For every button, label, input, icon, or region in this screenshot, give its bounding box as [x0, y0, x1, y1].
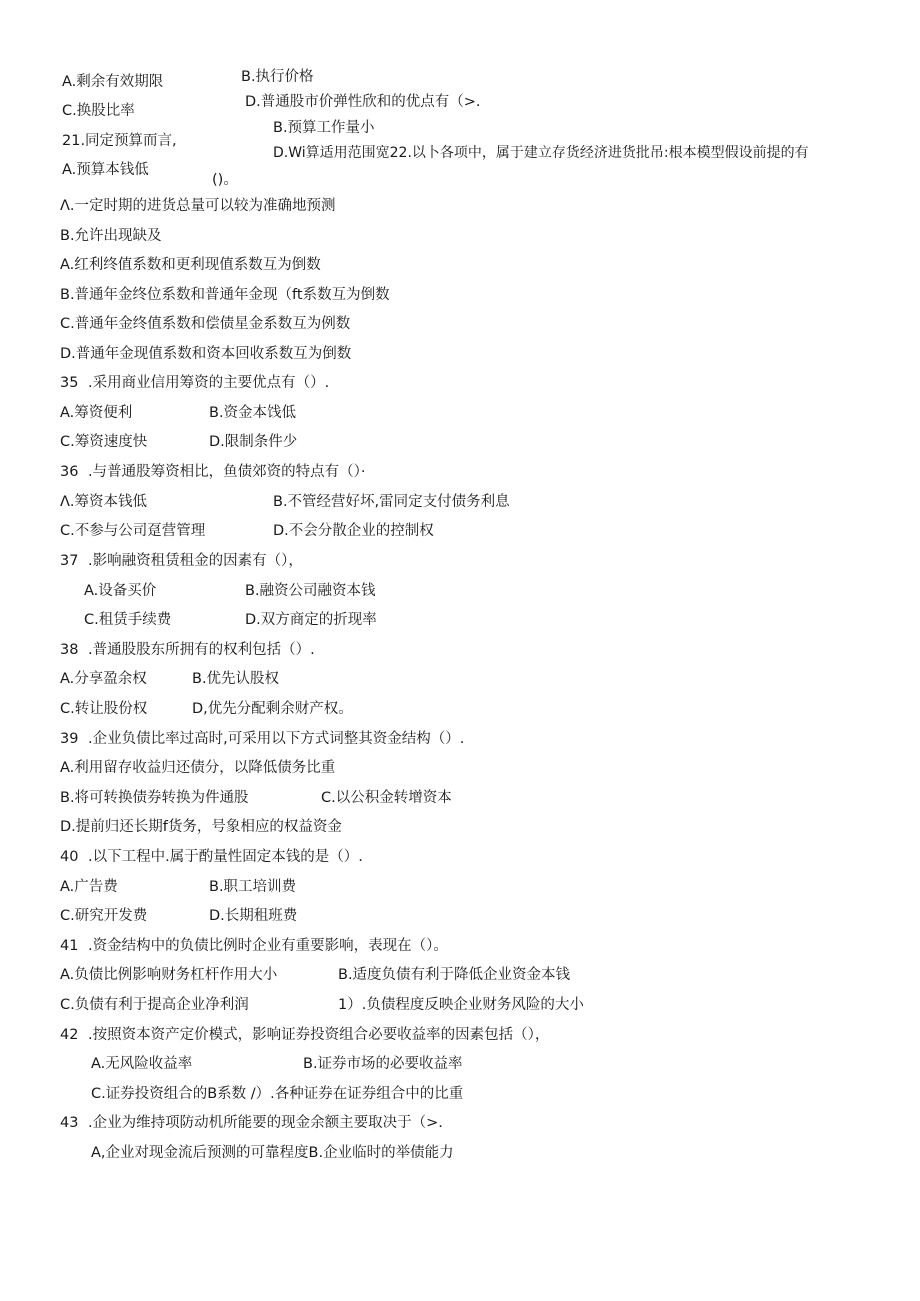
question-40-option-a: A.广告费	[60, 879, 118, 895]
question-40-number: 40	[60, 849, 79, 865]
option-a-remaining-term: A.剩余有效期限	[62, 74, 164, 90]
line-annuity-a: A.红利终值系数和更利现值系数互为倒数	[60, 257, 321, 273]
question-40-option-c: C.研究开发费	[60, 908, 148, 924]
question-37-option-c: C.租赁手续费	[84, 612, 172, 628]
question-41-option-c: C.负债有利于提高企业净利润	[60, 997, 249, 1013]
question-40-option-b: B.职工培训费	[209, 879, 297, 895]
question-35-option-c: C.筹资速度快	[60, 434, 148, 450]
question-42-option-a: A.无风险收益率	[91, 1056, 193, 1072]
question-36-option-b: B.不管经营好坏,雷同定支付债务利息	[273, 494, 510, 510]
question-39-number: 39	[60, 731, 79, 747]
question-38-option-d: D,优先分配剩余财产权。	[192, 701, 353, 717]
question-38-option-a: A.分享盈余权	[60, 671, 147, 687]
option-b-exercise-price: B.执行价格	[241, 69, 314, 85]
option-d-budget-scope-q22: D.Wi算适用范围宽22.以卜各项中，属于建立存货经济进货批吊:根本模型假设前提的有	[273, 145, 809, 161]
question-37-option-b: B.融资公司融资本钱	[245, 583, 376, 599]
question-40-option-d: D.长期租班费	[209, 908, 298, 924]
question-42-number: 42	[60, 1027, 79, 1043]
line-purchase-volume: Λ.一定时期的进货总量可以较为准确地预测	[60, 198, 336, 214]
question-42-option-cd: C.证券投资组合的B系数 /）.各种证券在证券组合中的比重	[91, 1086, 464, 1102]
question-35-option-b: B.资金本饯低	[209, 405, 297, 421]
question-39-option-c: C.以公积金转增资本	[321, 790, 452, 806]
question-37-option-a: A.设备买价	[84, 583, 157, 599]
question-36-option-a: Λ.筹资本钱低	[60, 494, 148, 510]
line-annuity-c: C.普通年金终值系数和偿债星金系数互为例数	[60, 316, 351, 332]
question-21: 21.同定预算而言,	[62, 133, 177, 149]
question-41-option-a: A.负债比例影响财务杠杆作用大小	[60, 967, 278, 983]
question-22-paren: ()。	[212, 172, 238, 188]
question-35-text: .采用商业信用筹资的主要优点有（）.	[88, 375, 330, 391]
question-41-number: 41	[60, 938, 79, 954]
question-37-text: .影响融资租赁租金的因素有（），	[88, 553, 303, 569]
question-36-option-c: C.不参与公司趸营管理	[60, 523, 206, 539]
question-41-text: .资金结构中的负债比例时企业有重要影响，表现在（）。	[88, 938, 448, 954]
option-d-stock-price: D.普通股市价弹性欣和的优点有（>.	[245, 94, 481, 110]
question-36-option-d: D.不会分散企业的控制权	[273, 523, 434, 539]
question-43-option-ab: A,企业对现金流后预测的可靠程度B.企业临时的举债能力	[91, 1145, 454, 1161]
question-38-option-b: B.优先认股权	[192, 671, 280, 687]
question-36-number: 36	[60, 464, 79, 480]
question-43-number: 43	[60, 1115, 79, 1131]
option-c-conversion-ratio: C.换股比率	[62, 103, 135, 119]
question-39-text: .企业负债比率过高时,可采用以下方式词整其资金结构（）.	[88, 731, 465, 747]
question-38-option-c: C.转让股份权	[60, 701, 148, 717]
question-36-text: .与普通股筹资相比，鱼债郊资的特点有（）·	[88, 464, 366, 480]
question-35-option-a: A.筹资便利	[60, 405, 133, 421]
question-39-option-b: B.将可转换债券转换为件通股	[60, 790, 249, 806]
option-b-budget-workload: B.预算工作量小	[273, 120, 375, 136]
question-43-text: .企业为维持项防动机所能要的现金余额主要取决于（>.	[88, 1115, 443, 1131]
question-41-option-b: B.适度负债有利于降低企业资金本钱	[338, 967, 571, 983]
question-37-option-d: D.双方商定的折现率	[245, 612, 377, 628]
question-35-number: 35	[60, 375, 79, 391]
question-37-number: 37	[60, 553, 79, 569]
line-annuity-b: B.普通年金终位系数和普通年金现（ft系数互为倒数	[60, 287, 390, 303]
question-41-option-d: 1）.负债程度反映企业财务风险的大小	[338, 997, 584, 1013]
line-shortage-allowed: B.允许出现缺及	[60, 228, 162, 244]
question-42-option-b: B.证券市场的必要收益率	[303, 1056, 463, 1072]
option-a-budget-cost: A.预算本钱低	[62, 162, 149, 178]
question-39-option-d: D.提前归还长期f货务，号象相应的权益资金	[60, 819, 342, 835]
question-38-text: .普通股股东所拥有的权利包括（）.	[88, 642, 315, 658]
question-42-text: .按照资本资产定价模式，影响证券投资组合必要收益率的因素包括（），	[88, 1027, 550, 1043]
question-38-number: 38	[60, 642, 79, 658]
question-40-text: .以下工程中.属于酌量性固定本钱的是（）.	[88, 849, 363, 865]
question-39-option-a: A.利用留存收益归还债分，以降低债务比重	[60, 760, 336, 776]
question-35-option-d: D.限制条件少	[209, 434, 298, 450]
line-annuity-d: D.普通年金现值系数和资本回收系数互为倒数	[60, 346, 352, 362]
